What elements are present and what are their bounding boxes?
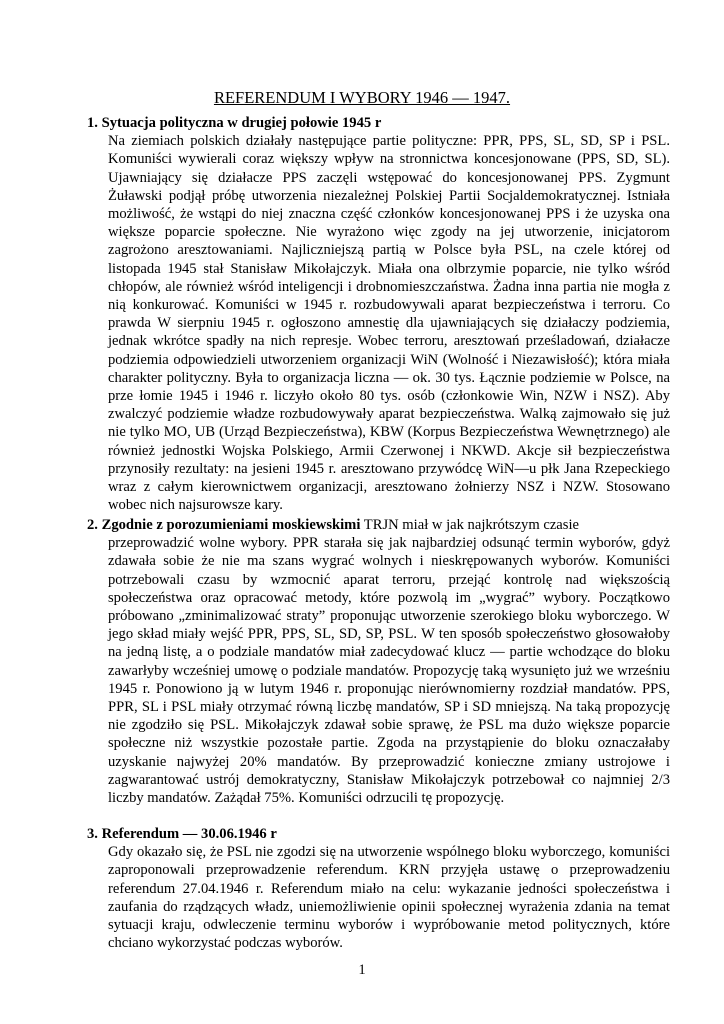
section-3 [87, 825, 670, 952]
section-heading: 3. Referendum — 30.06.1946 r [87, 826, 277, 842]
section-heading: 1. Sytuacja polityczna w drugiej połowie 1945 r [87, 115, 382, 131]
section-first-line [87, 516, 670, 534]
section-1 [87, 114, 670, 514]
section-number: 2. [87, 517, 98, 533]
page-number: 1 [358, 962, 366, 978]
section-2 [87, 516, 670, 807]
section-body: Gdy okazało się, że PSL nie zgodzi się na utworzenie wspólnego bloku wyborczego, komuniści zaproponowali przeprowadzenie referendum. KRN przyjęła ustawę o przeprowadzeniu referendum 27.04.1946 r. Referendum miało na celu: wykazanie jedności społeczeństwa i zaufania do rządzących władz, uniemożliwienie opinii społecznej wyrażenia zdania na temat sytuacji kraju, odwleczenie terminu wyborów i wypróbowanie metod politycznych, które chciano wykorzystać podczas wyborów. [108, 844, 670, 952]
section-body: Na ziemiach polskich działały następujące partie polityczne: PPR, PPS, SL, SD, SP i PSL. Komuniści wywierali coraz większy wpływ na stronnictwa koncesjonowane (PPS, SD, SL). Ujawniający się działacze PPS zaczęli wstępować do koncesjonowanej PPS. Zygmunt Żuławski podjął próbę utworzenia niezależnej Polskiej Partii Socjaldemokratycznej. Istniała możliwość, że wstąpi do niej znaczna część członków koncesjonowanej PPS i że uzyska ona większe poparcie społeczne. Nie wyrażono więc zgody na jej utworzenie, inicjatorom zagrożono aresztowaniami. Najliczniejszą partią w Polsce była PSL, na czele której od listopada 1945 stał Stanisław Mikołajczyk. Miała ona olbrzymie poparcie, nie tylko wśród chłopów, ale również wśród inteligencji i drobnomieszczaństwa. Żadna inna partia nie mogła z nią konkurować. Komuniści w 1945 r. rozbudowywali aparat bezpieczeństwa i terroru. Co prawda W sierpniu 1945 r. ogłoszono amnestię dla ujawniających się działaczy podziemia, jednak wkrótce spadły na nich represje. Wobec terroru, aresztowań prześladowań, działacze podziemia odpowiedzieli utworzeniem organizacji WiN (Wolność i Niezawisłość); która miała charakter polityczny. Była to organizacja liczna — ok. 30 tys. Łącznie podziemie w Polsce, na prze łomie 1945 i 1946 r. liczyło około 80 tys. osób (członkowie Win, NZW i NSZ). Aby zwalczyć podziemie władze rozbudowywały aparat bezpieczeństwa. Walką zajmowało się już nie tylko MO, UB (Urząd Bezpieczeństwa), KBW (Korpus Bezpieczeństwa Wewnętrznego) ale również jednostki Wojska Polskiego, Armii Czerwonej i NKWD. Akcje sił bezpieczeństwa przynosiły rezultaty: na jesieni 1945 r. aresztowano przywódcę WiN—u płk Jana Rzepeckiego wraz z całym kierownictwem organizacji, aresztowano żołnierzy NSZ i NZW. Stosowano wobec nich najsurowsze kary. [108, 133, 670, 514]
section-heading: Zgodnie z porozumieniami moskiewskimi [101, 517, 361, 533]
document-title: REFERENDUM I WYBORY 1946 — 1947. [213, 88, 511, 107]
section-first-line-text: TRJN miał w jak najkrótszym czasie [360, 517, 579, 533]
section-body: przeprowadzić wolne wybory. PPR starała się jak najbardziej odsunąć termin wyborów, gdyż zdawała sobie że nie ma szans wygrać wolnych i nieskrępowanych wyborów. Komuniści potrzebowali czasu by wzmocnić aparat terroru, przejąć kontrolę nad większością społeczeństwa oraz opracować metody, które pozwolą im „wygrać” wybory. Początkowo próbowano „zminimalizować straty” proponując utworzenie szerokiego bloku wyborczego. W jego skład miały wejść PPR, PPS, SL, SD, SP, PSL. W ten sposób społeczeństwo głosowałoby na jedną listę, a o podziale mandatów miał zadecydować klucz — partie wchodzące do bloku zawarłyby wcześniej umowę o podziale mandatów. Propozycję taką wysunięto już we wrześniu 1945 r. Ponowiono ją w lutym 1946 r. proponując nierównomierny rozdział mandatów. PPS, PPR, SL i PSL miały otrzymać równą liczbę mandatów, SP i SD mniejszą. Na taką propozycję nie zgodziło się PSL. Mikołajczyk zdawał sobie sprawę, że PSL ma dużo większe poparcie społeczne niż wszystkie pozostałe partie. Zgoda na przystąpienie do bloku oznaczałaby uzyskanie najwyżej 20% mandatów. By przeprowadzić konieczne zmiany ustrojowe i zagwarantować ustrój demokratyczny, Stanisław Mikołajczyk potrzebował co najmniej 2/3 liczby mandatów. Zażądał 75%. Komuniści odrzucili tę propozycję. [108, 535, 670, 807]
